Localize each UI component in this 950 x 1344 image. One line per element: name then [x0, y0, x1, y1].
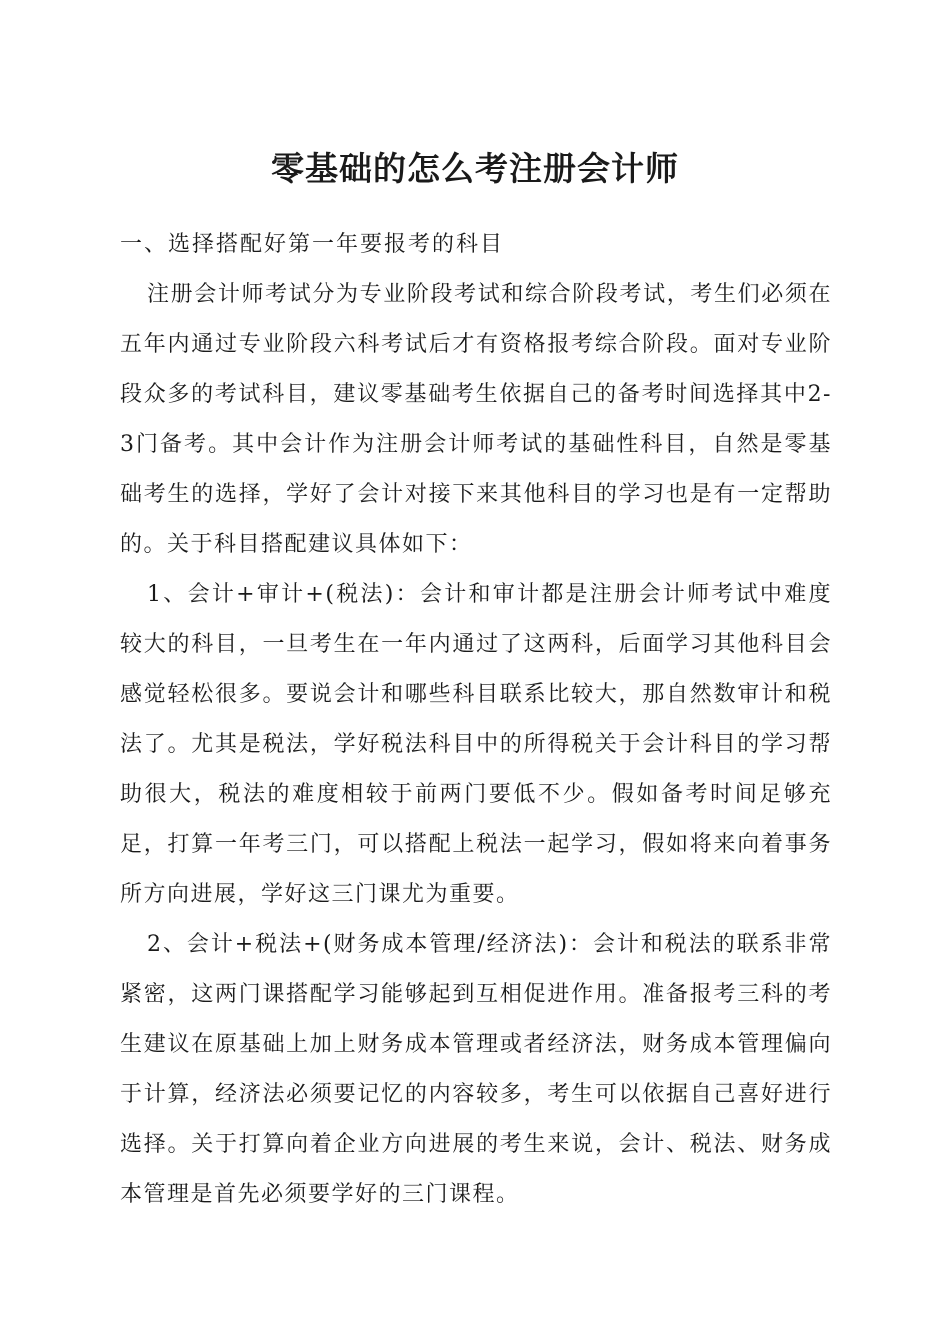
- paragraph-intro: 注册会计师考试分为专业阶段考试和综合阶段考试，考生们必须在五年内通过专业阶段六科考试后才有资格报考综合阶段。面对专业阶段众多的考试科目，建议零基础考生依据自己的备考时间选择其中2-3门备考。其中会计作为注册会计师考试的基础性科目，自然是零基础考生的选择，学好了会计对接下来其他科目的学习也是有一定帮助的。关于科目搭配建议具体如下：: [120, 282, 832, 557]
- document-body: [120, 220, 832, 1220]
- section-heading: 一、选择搭配好第一年要报考的科目: [120, 232, 505, 257]
- paragraph-option-1: 1、会计+审计+(税法)：会计和审计都是注册会计师考试中难度较大的科目，一旦考生在一年内通过了这两科，后面学习其他科目会感觉轻松很多。要说会计和哪些科目联系比较大，那自然数审计和税法了。尤其是税法，学好税法科目中的所得税关于会计科目的学习帮助很大，税法的难度相较于前两门要低不少。假如备考时间足够充足，打算一年考三门，可以搭配上税法一起学习，假如将来向着事务所方向进展，学好这三门课尤为重要。: [120, 582, 832, 907]
- paragraph-option-2: 2、会计+税法+(财务成本管理/经济法)：会计和税法的联系非常紧密，这两门课搭配学习能够起到互相促进作用。准备报考三科的考生建议在原基础上加上财务成本管理或者经济法，财务成本管理偏向于计算，经济法必须要记忆的内容较多，考生可以依据自己喜好进行选择。关于打算向着企业方向进展的考生来说，会计、税法、财务成本管理是首先必须要学好的三门课程。: [120, 932, 832, 1207]
- document-title: 零基础的怎么考注册会计师: [271, 149, 679, 188]
